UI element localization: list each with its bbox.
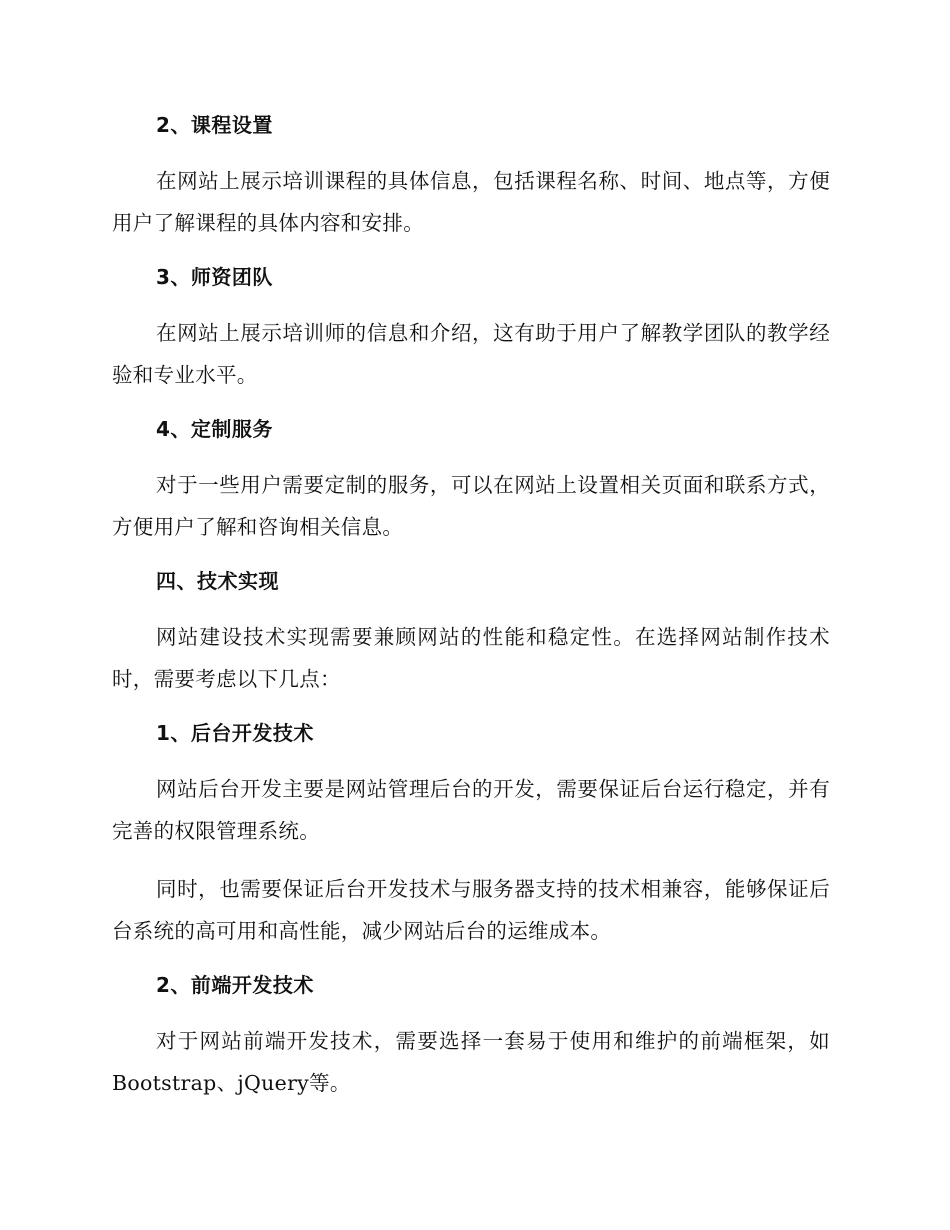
section-heading-backend-development: 1、后台开发技术 <box>156 721 314 745</box>
paragraph-teaching-team: 在网站上展示培训师的信息和介绍，这有助于用户了解教学团队的教学经验和专业水平。 <box>112 321 830 387</box>
section-heading-frontend-development: 2、前端开发技术 <box>156 973 314 997</box>
paragraph-backend-development-2: 同时，也需要保证后台开发技术与服务器支持的技术相兼容，能够保证后台系统的高可用和高性能，减少网站后台的运维成本。 <box>112 877 830 943</box>
section-heading-teaching-team: 3、师资团队 <box>156 265 273 289</box>
paragraph-course-settings: 在网站上展示培训课程的具体信息，包括课程名称、时间、地点等，方便用户了解课程的具体内容和安排。 <box>112 169 830 235</box>
document-body <box>112 108 830 1120</box>
section-heading-custom-service: 4、定制服务 <box>156 417 273 441</box>
paragraph-custom-service: 对于一些用户需要定制的服务，可以在网站上设置相关页面和联系方式，方便用户了解和咨询相关信息。 <box>112 473 830 539</box>
section-heading-technical-implementation: 四、技术实现 <box>156 569 279 593</box>
paragraph-backend-development-1: 网站后台开发主要是网站管理后台的开发，需要保证后台运行稳定，并有完善的权限管理系统。 <box>112 777 830 843</box>
section-heading-course-settings: 2、课程设置 <box>156 113 273 137</box>
paragraph-technical-implementation: 网站建设技术实现需要兼顾网站的性能和稳定性。在选择网站制作技术时，需要考虑以下几点： <box>112 625 830 691</box>
paragraph-frontend-development: 对于网站前端开发技术，需要选择一套易于使用和维护的前端框架，如Bootstrap、jQuery等。 <box>112 1029 830 1095</box>
